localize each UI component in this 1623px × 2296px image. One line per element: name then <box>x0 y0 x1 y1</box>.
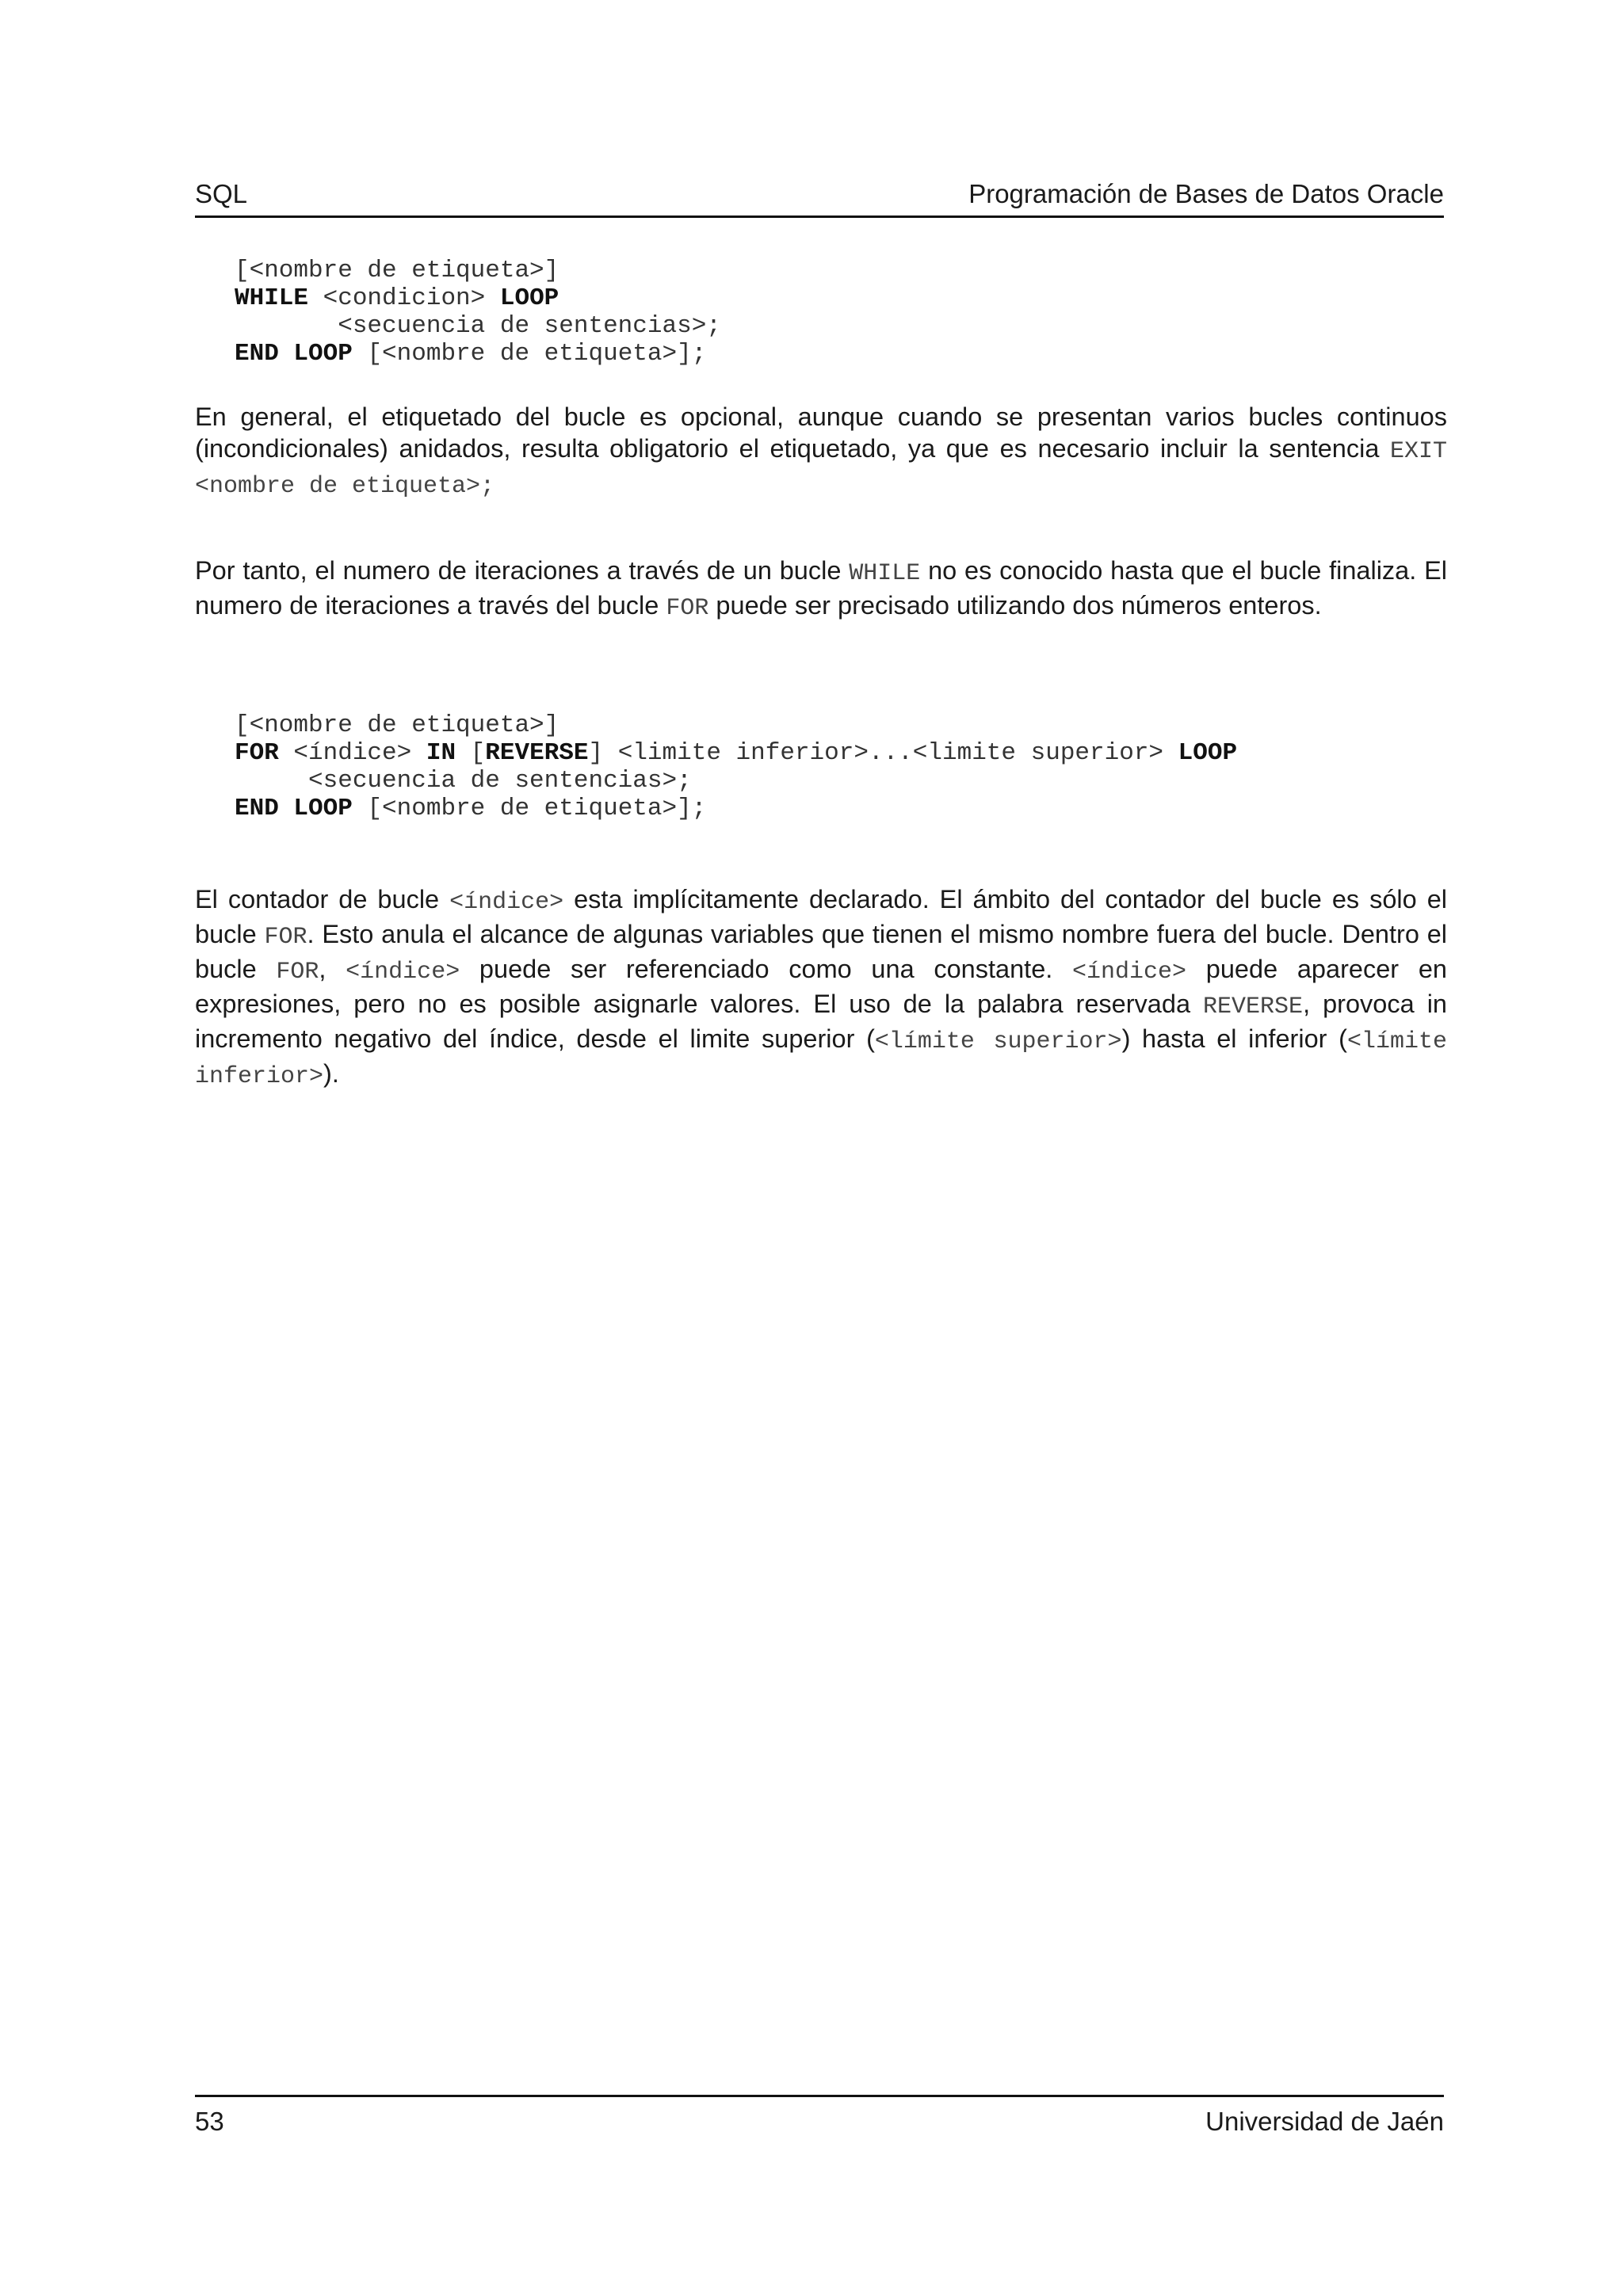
code-text: <condicion> <box>308 284 500 312</box>
code-line: <secuencia de sentencias>; <box>235 312 721 340</box>
code-line: [<nombre de etiqueta>] <box>235 711 559 739</box>
header-section-title: SQL <box>195 179 248 208</box>
code-line: [<nombre de etiqueta>] <box>235 257 559 284</box>
paragraph-text: esta implícitamente declarado. El ámbito del contador del bucle es sólo el bucle <box>195 885 1447 948</box>
paragraph-labels <box>195 401 1447 502</box>
inline-code: FOR <box>276 959 319 986</box>
code-text: [<nombre de etiqueta>]; <box>352 340 707 368</box>
paragraph-text: . Esto anula el alcance de algunas variables que tienen el mismo nombre fuera del bucle. Dentro el bucle <box>195 920 1447 983</box>
paragraph-text: , <box>319 955 346 983</box>
page-footer <box>195 2095 1444 2143</box>
code-space <box>279 795 294 822</box>
code-keyword: END <box>235 340 279 368</box>
code-space <box>279 340 294 368</box>
code-keyword: IN <box>426 739 456 767</box>
paragraph-text: , provoca in incremento negativo del índice, desde el limite superior ( <box>195 990 1447 1053</box>
code-keyword: LOOP <box>499 284 559 312</box>
code-text: [ <box>456 739 486 767</box>
code-block-while <box>235 257 721 368</box>
code-keyword: LOOP <box>293 340 353 368</box>
paragraph-iterations <box>195 555 1447 624</box>
code-line: <secuencia de sentencias>; <box>235 767 692 795</box>
code-block-for <box>235 711 1237 822</box>
code-keyword: REVERSE <box>485 739 589 767</box>
inline-code: <índice> <box>1072 959 1187 986</box>
inline-code: WHILE <box>849 560 921 587</box>
inline-code: <índice> <box>346 959 460 986</box>
code-text: [<nombre de etiqueta>]; <box>352 795 707 822</box>
page-number: 53 <box>195 2107 224 2136</box>
paragraph-text: puede aparecer en expresiones, pero no es posible asignarle valores. El uso de la palabra reservada <box>195 955 1447 1018</box>
header-book-title: Programación de Bases de Datos Oracle <box>968 179 1444 208</box>
page-header <box>195 179 1444 218</box>
inline-code: EXIT <nombre de etiqueta>; <box>195 438 1447 500</box>
paragraph-text: ) hasta el inferior ( <box>1121 1024 1347 1053</box>
paragraph-text: El contador de bucle <box>195 885 450 913</box>
paragraph-loop-counter <box>195 883 1447 1093</box>
code-keyword: FOR <box>235 739 279 767</box>
inline-code: FOR <box>264 924 307 951</box>
footer-institution: Universidad de Jaén <box>1205 2107 1444 2136</box>
inline-code: <límite inferior> <box>195 1028 1447 1090</box>
paragraph-text: En general, el etiquetado del bucle es opcional, aunque cuando se presentan varios bucles continuos (incondicionales) anidados, resulta obligatorio el etiquetado, ya que es necesario incluir la sentencia <box>195 402 1447 463</box>
paragraph-text: puede ser referenciado como una constante. <box>460 955 1073 983</box>
code-keyword: WHILE <box>235 284 309 312</box>
code-keyword: LOOP <box>1178 739 1238 767</box>
code-keyword: END <box>235 795 279 822</box>
paragraph-text: no es conocido hasta que el bucle finaliza. El numero de iteraciones a través del bucle <box>195 556 1447 620</box>
paragraph-text: ). <box>323 1059 339 1088</box>
code-text: ] <limite inferior>...<limite superior> <box>588 739 1178 767</box>
paragraph-text: Por tanto, el numero de iteraciones a través de un bucle <box>195 556 850 585</box>
inline-code: <límite superior> <box>874 1028 1122 1055</box>
inline-code: REVERSE <box>1203 994 1304 1020</box>
inline-code: FOR <box>666 595 709 622</box>
paragraph-text: puede ser precisado utilizando dos números enteros. <box>708 591 1322 620</box>
code-text: <índice> <box>278 739 426 767</box>
code-keyword: LOOP <box>293 795 353 822</box>
inline-code: <índice> <box>449 889 564 916</box>
